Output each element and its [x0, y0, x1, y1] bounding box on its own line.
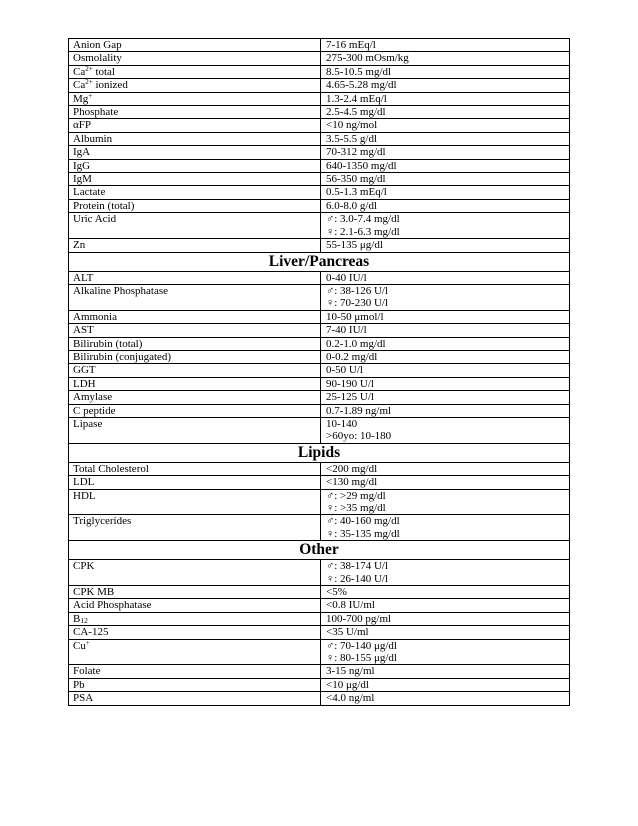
test-name-text: Lactate — [73, 186, 106, 199]
test-name-text: ALT — [73, 271, 94, 284]
test-name-text: Bilirubin (conjugated) — [73, 350, 172, 363]
test-name — [69, 462, 321, 475]
range-line: <10 μg/dl — [326, 678, 369, 691]
table-row — [69, 678, 570, 691]
test-name — [69, 39, 321, 52]
test-name — [69, 79, 321, 92]
reference-range — [321, 199, 570, 212]
range-line: <10 ng/mol — [326, 119, 378, 132]
test-name — [69, 586, 321, 599]
range-line: ♀: >35 mg/dl — [326, 502, 386, 514]
test-name — [69, 119, 321, 132]
test-name-text: Total Cholesterol — [73, 462, 149, 475]
test-name — [69, 132, 321, 145]
table-row — [69, 489, 570, 515]
range-line: <35 U/ml — [326, 626, 369, 639]
range-line: 70-312 mg/dl — [326, 146, 386, 159]
test-name — [69, 476, 321, 489]
range-line: 10-140 — [326, 417, 358, 430]
test-name — [69, 350, 321, 363]
range-line: <5% — [326, 586, 347, 599]
superscript: 2+ — [85, 65, 93, 73]
range-line: ♂: 38-126 U/l — [326, 284, 389, 297]
table-row — [69, 391, 570, 404]
superscript: + — [85, 639, 90, 647]
table-row — [69, 626, 570, 639]
reference-range — [321, 404, 570, 417]
test-name — [69, 146, 321, 159]
table-row — [69, 665, 570, 678]
table-row — [69, 106, 570, 119]
table-row — [69, 186, 570, 199]
test-name-text: IgA — [73, 146, 91, 159]
table-row — [69, 199, 570, 212]
range-line: 10-50 μmol/l — [326, 310, 384, 323]
section-title-liver-pancreas: Liver/Pancreas — [69, 252, 570, 271]
range-line: 1.3-2.4 mEq/l — [326, 92, 387, 105]
range-line: ♂: 38-174 U/l — [326, 560, 389, 573]
table-row — [69, 404, 570, 417]
reference-range — [321, 678, 570, 691]
test-name — [69, 489, 321, 515]
test-name-text: IgM — [73, 173, 92, 186]
range-line: ♂: >29 mg/dl — [326, 489, 386, 502]
range-line: <4.0 ng/ml — [326, 692, 375, 705]
table-row — [69, 92, 570, 105]
range-line: ♀: 2.1-6.3 mg/dl — [326, 225, 400, 238]
table-row — [69, 586, 570, 599]
test-name-text: Alkaline Phosphatase — [73, 284, 169, 297]
reference-range — [321, 350, 570, 363]
range-line: ♀: 80-155 μg/dl — [326, 652, 397, 665]
test-name-text: CPK MB — [73, 586, 115, 599]
test-name — [69, 692, 321, 705]
range-line: 0-0.2 mg/dl — [326, 350, 378, 363]
range-line: ♂: 3.0-7.4 mg/dl — [326, 213, 400, 226]
reference-range — [321, 284, 570, 310]
table-row — [69, 639, 570, 665]
test-name-text: C peptide — [73, 404, 116, 417]
table-row — [69, 692, 570, 705]
test-name-text: Albumin — [73, 132, 113, 145]
table-row — [69, 364, 570, 377]
reference-range — [321, 65, 570, 78]
test-name-text: Ca — [73, 65, 86, 78]
test-name-text: Anion Gap — [73, 39, 122, 51]
test-name — [69, 186, 321, 199]
test-name — [69, 173, 321, 186]
reference-range — [321, 599, 570, 612]
test-name — [69, 626, 321, 639]
range-line: ♀: 35-135 mg/dl — [326, 527, 400, 540]
test-name-text: Cu — [73, 639, 86, 652]
reference-range — [321, 106, 570, 119]
test-name — [69, 239, 321, 252]
superscript: 2+ — [85, 78, 93, 87]
test-name — [69, 337, 321, 350]
test-name-text: Pb — [73, 678, 85, 691]
test-name-text: Osmolality — [73, 52, 122, 65]
range-line: 8.5-10.5 mg/dl — [326, 65, 392, 78]
test-name-text: αFP — [73, 119, 91, 132]
reference-range — [321, 391, 570, 404]
range-line: >60yo: 10-180 — [326, 430, 392, 443]
reference-range — [321, 364, 570, 377]
table-row — [69, 52, 570, 65]
reference-range — [321, 324, 570, 337]
test-name-text: Ca — [73, 79, 86, 92]
reference-range — [321, 52, 570, 65]
test-name-text: Acid Phosphatase — [73, 599, 152, 612]
reference-range — [321, 586, 570, 599]
test-name-text: Triglycerides — [73, 515, 132, 528]
range-line: 90-190 U/l — [326, 377, 374, 390]
reference-range — [321, 186, 570, 199]
range-line: ♀: 26-140 U/l — [326, 572, 389, 585]
range-line: ♂: 40-160 mg/dl — [326, 515, 400, 528]
reference-range — [321, 560, 570, 586]
table-row — [69, 476, 570, 489]
range-line: 7-40 IU/l — [326, 324, 367, 337]
test-name-text: CA-125 — [73, 626, 109, 639]
test-name — [69, 391, 321, 404]
test-name — [69, 612, 321, 625]
table-row — [69, 377, 570, 390]
reference-range — [321, 665, 570, 678]
range-line: ♂: 70-140 μg/dl — [326, 639, 397, 652]
reference-range — [321, 173, 570, 186]
range-line: 0-50 U/l — [326, 364, 363, 377]
table-row — [69, 173, 570, 186]
section-title-lipids: Lipids — [69, 443, 570, 462]
test-name — [69, 599, 321, 612]
range-line: 55-135 μg/dl — [326, 239, 383, 252]
test-name — [69, 213, 321, 239]
reference-range — [321, 79, 570, 92]
test-name — [69, 560, 321, 586]
reference-range — [321, 92, 570, 105]
test-name-text: IgG — [73, 159, 91, 172]
test-name-text: AST — [73, 324, 94, 337]
test-name — [69, 159, 321, 172]
section-header-row — [69, 443, 570, 462]
test-name — [69, 364, 321, 377]
test-name — [69, 678, 321, 691]
test-name-text: LDL — [73, 476, 95, 489]
superscript: + — [88, 92, 93, 100]
table-row — [69, 560, 570, 586]
reference-range — [321, 159, 570, 172]
range-line: 3-15 ng/ml — [326, 665, 375, 678]
range-line: 25-125 U/l — [326, 391, 374, 404]
range-line: 0.5-1.3 mEq/l — [326, 186, 387, 199]
section-title-other: Other — [69, 541, 570, 560]
table-row — [69, 417, 570, 443]
test-name — [69, 377, 321, 390]
test-name — [69, 310, 321, 323]
range-line: 56-350 mg/dl — [326, 173, 386, 186]
table-row — [69, 310, 570, 323]
table-row — [69, 119, 570, 132]
test-name-text: Amylase — [73, 391, 113, 404]
test-name-text: Mg — [73, 92, 89, 105]
range-line: 4.65-5.28 mg/dl — [326, 79, 397, 92]
reference-range — [321, 213, 570, 239]
reference-range — [321, 119, 570, 132]
test-name — [69, 65, 321, 78]
reference-range — [321, 417, 570, 443]
reference-range — [321, 337, 570, 350]
test-name-text: Protein (total) — [73, 199, 135, 212]
range-line: <0.8 IU/ml — [326, 599, 375, 612]
test-name-suffix: total — [92, 65, 115, 78]
test-name — [69, 271, 321, 284]
test-name — [69, 199, 321, 212]
test-name-text: LDH — [73, 377, 96, 390]
range-line: 7-16 mEq/l — [326, 39, 376, 51]
range-line: 100-700 pg/ml — [326, 612, 392, 625]
table-row — [69, 599, 570, 612]
range-line: 0.2-1.0 mg/dl — [326, 337, 386, 350]
table-row — [69, 65, 570, 78]
range-line: 6.0-8.0 g/dl — [326, 199, 378, 212]
test-name — [69, 92, 321, 105]
table-row — [69, 159, 570, 172]
test-name — [69, 52, 321, 65]
reference-range — [321, 489, 570, 515]
test-name-text: HDL — [73, 489, 96, 502]
test-name — [69, 639, 321, 665]
table-row — [69, 132, 570, 145]
test-name-suffix: ionized — [92, 79, 128, 92]
reference-range — [321, 462, 570, 475]
reference-range — [321, 476, 570, 489]
test-name-text: Bilirubin (total) — [73, 337, 143, 350]
table-row — [69, 146, 570, 159]
range-line: 275-300 mOsm/kg — [326, 52, 409, 65]
table-row — [69, 612, 570, 625]
test-name — [69, 515, 321, 541]
table-row — [69, 213, 570, 239]
table-row — [69, 515, 570, 541]
range-line: <130 mg/dl — [326, 476, 378, 489]
test-name-text: Folate — [73, 665, 101, 678]
range-line: 640-1350 mg/dl — [326, 159, 397, 172]
table-row — [69, 79, 570, 92]
test-name-text: Zn — [73, 239, 86, 252]
test-name — [69, 404, 321, 417]
test-name-text: GGT — [73, 364, 96, 377]
subscript: 12 — [80, 615, 88, 625]
test-name-text: Uric Acid — [73, 213, 117, 226]
reference-range-table — [68, 38, 570, 706]
test-name — [69, 284, 321, 310]
test-name — [69, 665, 321, 678]
reference-range — [321, 612, 570, 625]
table-row — [69, 462, 570, 475]
reference-range — [321, 515, 570, 541]
table-row — [69, 284, 570, 310]
reference-range — [321, 239, 570, 252]
range-line: ♀: 70-230 U/l — [326, 297, 389, 310]
reference-range — [321, 377, 570, 390]
range-line: 0.7-1.89 ng/ml — [326, 404, 392, 417]
table-row — [69, 271, 570, 284]
reference-range — [321, 132, 570, 145]
table-row — [69, 39, 570, 52]
test-name-text: Lipase — [73, 417, 103, 430]
test-name-text: Ammonia — [73, 310, 117, 323]
reference-range — [321, 146, 570, 159]
test-name-text: PSA — [73, 692, 94, 705]
reference-range — [321, 626, 570, 639]
test-name — [69, 106, 321, 119]
test-name-text: B — [73, 612, 81, 625]
test-name — [69, 417, 321, 443]
range-line: 2.5-4.5 mg/dl — [326, 106, 386, 119]
test-name — [69, 324, 321, 337]
reference-range — [321, 271, 570, 284]
lab-reference-sheet — [68, 38, 569, 706]
reference-range — [321, 692, 570, 705]
range-line: 3.5-5.5 g/dl — [326, 132, 378, 145]
section-header-row — [69, 541, 570, 560]
table-row — [69, 324, 570, 337]
table-row — [69, 239, 570, 252]
table-row — [69, 350, 570, 363]
table-row — [69, 337, 570, 350]
test-name-text: CPK — [73, 560, 95, 573]
reference-range — [321, 639, 570, 665]
reference-range — [321, 310, 570, 323]
range-line: 0-40 IU/l — [326, 271, 367, 284]
test-name-text: Phosphate — [73, 106, 119, 119]
reference-range — [321, 39, 570, 52]
section-header-row — [69, 252, 570, 271]
range-line: <200 mg/dl — [326, 462, 378, 475]
